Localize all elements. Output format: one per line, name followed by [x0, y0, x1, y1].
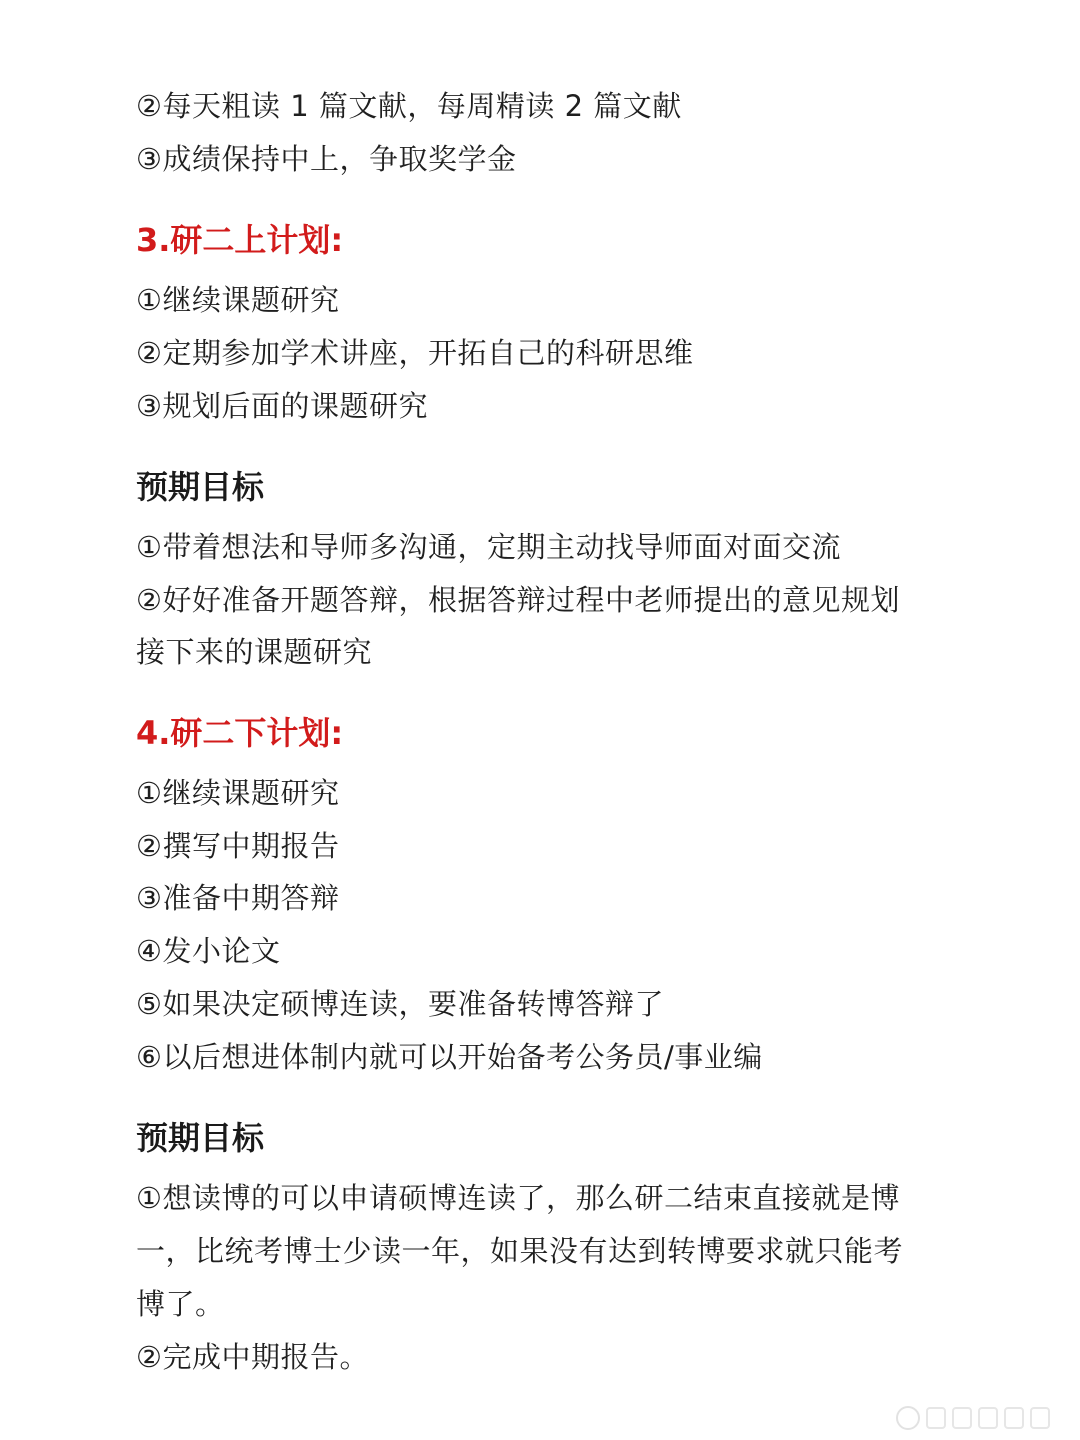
list-item: ③规划后面的课题研究: [136, 389, 428, 423]
goal-line: ①带着想法和导师多沟通，定期主动找导师面对面交流: [136, 530, 841, 564]
watermark-logo: [896, 1404, 1074, 1432]
list-item: ⑤如果决定硕博连读，要准备转博答辩了: [136, 987, 664, 1021]
watermark-mark-icon: [1004, 1407, 1024, 1429]
list-item: ③准备中期答辩: [136, 881, 340, 915]
text-line: ③成绩保持中上，争取奖学金: [136, 142, 517, 176]
watermark-mark-icon: [926, 1407, 946, 1429]
watermark-mark-icon: [952, 1407, 972, 1429]
watermark-circle-icon: [896, 1406, 920, 1430]
watermark-mark-icon: [978, 1407, 998, 1429]
goal-line: 一，比统考博士少读一年，如果没有达到转博要求就只能考: [136, 1234, 904, 1268]
goal-line: 接下来的课题研究: [136, 635, 373, 669]
goal-line: ②完成中期报告。: [136, 1340, 369, 1374]
list-item: ①继续课题研究: [136, 776, 340, 810]
watermark-mark-icon: [1030, 1407, 1050, 1429]
list-item: ②撰写中期报告: [136, 829, 340, 863]
list-item: ②定期参加学术讲座，开拓自己的科研思维: [136, 336, 694, 370]
goals-heading-1: 预期目标: [136, 468, 265, 506]
goal-line: ②好好准备开题答辩，根据答辩过程中老师提出的意见规划: [136, 583, 900, 617]
list-item: ①继续课题研究: [136, 283, 340, 317]
text-line: ②每天粗读 1 篇文献，每周精读 2 篇文献: [136, 89, 682, 123]
goal-line: ①想读博的可以申请硕博连读了，那么研二结束直接就是博: [136, 1181, 900, 1215]
list-item: ⑥以后想进体制内就可以开始备考公务员/事业编: [136, 1040, 763, 1074]
goals-heading-2: 预期目标: [136, 1119, 265, 1157]
section-heading-3: 3.研二上计划:: [136, 221, 344, 259]
section-heading-4: 4.研二下计划:: [136, 714, 344, 752]
list-item: ④发小论文: [136, 934, 281, 968]
goal-line: 博了。: [136, 1287, 225, 1321]
